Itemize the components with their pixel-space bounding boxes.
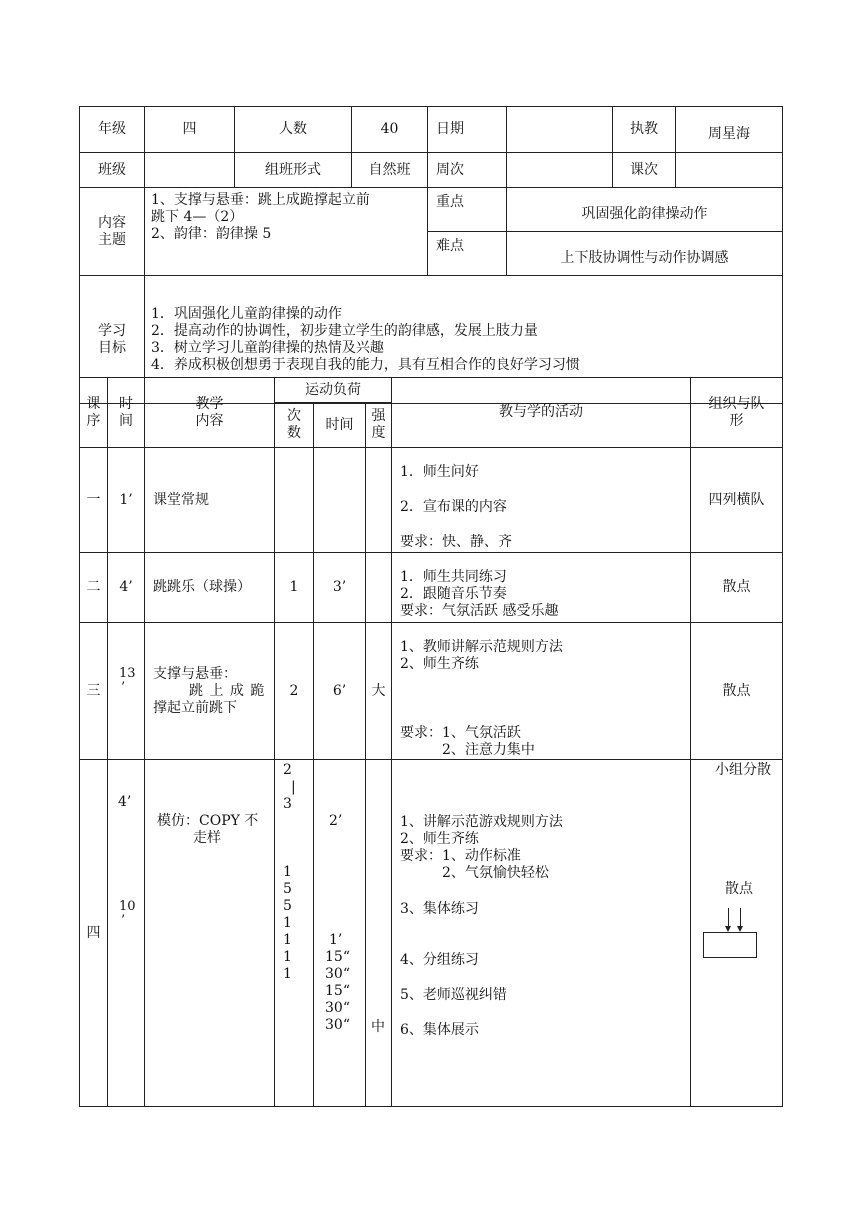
col-time-header (108, 378, 145, 448)
difficulty-value: 上下肢协调性与动作协调感 (507, 232, 783, 276)
activity-line: 3、集体练习 (400, 901, 479, 917)
row-time-1: 13 (119, 666, 136, 681)
topic-line-2: 跳下 4—（2） (151, 209, 244, 225)
intensity-value: 中 (371, 1019, 385, 1035)
col-org-header-2: 形 (729, 412, 744, 429)
col-org-header-1: 组织与队 (708, 395, 765, 412)
load-time-b: 15“ (325, 949, 350, 965)
topic-line-3: 2、韵律：韵律操 5 (151, 226, 272, 242)
row-content-1: 支撑与悬垂： (153, 666, 237, 682)
lesson-value (676, 153, 783, 188)
activity-line: 要求：1、气氛活跃 (400, 725, 521, 741)
table-row (80, 553, 783, 623)
activity-line: 6、集体展示 (400, 1022, 479, 1038)
count-value: 40 (352, 107, 428, 153)
col-seq-header-2: 序 (86, 412, 101, 429)
goals-label-1: 学习 (98, 322, 126, 339)
col-time-header-2: 间 (119, 412, 133, 429)
form-label: 组班形式 (235, 153, 352, 188)
teacher-label: 执教 (613, 107, 676, 153)
col-time-header-1: 时 (119, 395, 133, 412)
activity-line: 1、讲解示范游戏规则方法 (400, 814, 563, 830)
row-time-2: ’ (121, 680, 126, 695)
load-time-b: 30“ (325, 966, 350, 982)
activity-line: 2、注意力集中 (400, 742, 535, 758)
activity-line: 2、师生齐练 (400, 656, 479, 672)
col-reps-header-1: 次 (287, 408, 301, 424)
row-reps: 1 (275, 553, 314, 623)
row-content-2: 走样 (193, 830, 221, 846)
row-time-a: 4’ (118, 794, 132, 810)
col-content-header-2: 内容 (195, 412, 224, 429)
goal-item: 4．养成积极创想勇于表现自我的能力，具有互相合作的良好学习习惯 (151, 356, 580, 373)
row-intensity (366, 553, 392, 623)
row-seq: 三 (80, 623, 108, 760)
lesson-label: 课次 (613, 153, 676, 188)
col-activity-header: 教与学的活动 (392, 378, 691, 448)
goal-item: 1．巩固强化儿童韵律操的动作 (151, 305, 342, 322)
row-reps (275, 760, 314, 1107)
row-time: 4’ (108, 553, 145, 623)
col-reps-header (275, 403, 314, 448)
row-load-time: 6’ (314, 623, 366, 760)
row-load-time (314, 760, 366, 1107)
week-label: 周次 (428, 153, 507, 188)
col-intensity-header-1: 强 (371, 408, 386, 424)
topic-label (80, 188, 145, 276)
col-intensity-header (366, 403, 392, 448)
row-org (691, 760, 783, 1107)
table-row (80, 623, 783, 760)
goals-label-2: 目标 (98, 339, 126, 356)
col-load-time-header: 时间 (314, 403, 366, 448)
reps-top: 3 (283, 796, 292, 812)
reps-bottom: 5 (283, 881, 292, 897)
activity-line: 2．跟随音乐节奏 (400, 586, 507, 602)
row-content (145, 623, 275, 760)
row-time (108, 623, 145, 760)
activity-line: 要求：快、静、齐 (400, 534, 512, 550)
activity-line: 4、分组练习 (400, 952, 479, 968)
row-content-2: 跳 上 成 跪 (189, 683, 266, 699)
row-activity (392, 448, 691, 553)
reps-bottom: 1 (283, 932, 292, 948)
topic-line-1: 1、支撑与悬垂：跳上成跪撑起立前 (151, 192, 370, 208)
load-time-a: 2’ (329, 813, 343, 829)
arrow-down-icon (728, 908, 729, 930)
row-time: 1’ (108, 448, 145, 553)
topic-label-2: 主题 (98, 231, 126, 248)
row-content: 课堂常规 (145, 448, 275, 553)
goal-item: 3．树立学习儿童韵律操的热情及兴趣 (151, 339, 384, 356)
row-intensity (366, 760, 392, 1107)
week-value (507, 153, 613, 188)
col-seq-header-1: 课 (86, 395, 101, 412)
org-group-label: 小组分散 (715, 762, 771, 778)
key-point-label: 重点 (428, 188, 507, 232)
activity-line: 要求：气氛活跃 感受乐趣 (400, 603, 559, 619)
row-intensity: 大 (366, 623, 392, 760)
row-reps (275, 448, 314, 553)
load-time-b: 30“ (325, 1017, 350, 1033)
row-activity (392, 623, 691, 760)
reps-top: | (291, 779, 296, 795)
table-row (80, 760, 783, 1107)
table-row (80, 448, 783, 553)
grade-value: 四 (145, 107, 235, 153)
org-scatter-label: 散点 (725, 881, 753, 897)
count-label: 人数 (235, 107, 352, 153)
form-value: 自然班 (352, 153, 428, 188)
arrow-down-icon (740, 908, 741, 930)
formation-box-diagram (703, 932, 757, 958)
activity-line: 1、教师讲解示范规则方法 (400, 639, 563, 655)
load-time-b: 30“ (325, 1000, 350, 1016)
col-intensity-header-2: 度 (371, 425, 386, 441)
row-content: 跳跳乐（球操） (145, 553, 275, 623)
activity-line: 1．师生共同练习 (400, 569, 507, 585)
row-intensity (366, 448, 392, 553)
col-load-header: 运动负荷 (275, 378, 392, 403)
class-value (145, 153, 235, 188)
topic-label-1: 内容 (98, 214, 126, 231)
date-value (507, 107, 613, 153)
goal-item: 2．提高动作的协调性，初步建立学生的韵律感，发展上肢力量 (151, 322, 538, 339)
load-time-b: 1’ (329, 932, 343, 948)
row-activity (392, 760, 691, 1107)
row-time-b2: ’ (121, 913, 126, 928)
lesson-info-table (79, 106, 783, 404)
row-org: 四列横队 (691, 448, 783, 553)
reps-bottom: 1 (283, 966, 292, 982)
row-activity (392, 553, 691, 623)
row-time-b1: 10 (119, 899, 136, 914)
row-content (145, 760, 275, 1107)
row-content-1: 模仿：COPY 不 (157, 813, 259, 829)
activity-line: 要求：1、动作标准 (400, 848, 521, 864)
difficulty-label: 难点 (428, 232, 507, 276)
activity-line: 5、老师巡视纠错 (400, 987, 507, 1003)
row-time (108, 760, 145, 1107)
row-org: 散点 (691, 623, 783, 760)
reps-top: 2 (283, 762, 292, 778)
col-content-header-1: 教学 (195, 395, 224, 412)
col-org-header (691, 378, 783, 448)
activity-line: 1．师生问好 (400, 464, 479, 480)
key-point-value: 巩固强化韵律操动作 (507, 188, 783, 232)
row-seq: 四 (80, 760, 108, 1107)
row-reps: 2 (275, 623, 314, 760)
col-seq-header (80, 378, 108, 448)
col-content-header (145, 378, 275, 448)
activity-line: 2．宣布课的内容 (400, 499, 507, 515)
row-load-time: 3’ (314, 553, 366, 623)
activity-line: 2、气氛愉快轻松 (400, 865, 549, 881)
row-org: 散点 (691, 553, 783, 623)
row-content-3: 撑起立前跳下 (153, 700, 237, 716)
reps-bottom: 1 (283, 864, 292, 880)
col-reps-header-2: 数 (287, 425, 301, 441)
topic-content (145, 188, 428, 276)
reps-bottom: 1 (283, 949, 292, 965)
row-seq: 二 (80, 553, 108, 623)
activity-line: 2、师生齐练 (400, 831, 479, 847)
grade-label: 年级 (80, 107, 145, 153)
load-time-b: 15“ (325, 983, 350, 999)
class-label: 班级 (80, 153, 145, 188)
reps-bottom: 5 (283, 898, 292, 914)
lesson-process-table (79, 377, 783, 1107)
date-label: 日期 (428, 107, 507, 153)
row-seq: 一 (80, 448, 108, 553)
row-load-time (314, 448, 366, 553)
reps-bottom: 1 (283, 915, 292, 931)
teacher-value: 周星海 (676, 107, 783, 153)
